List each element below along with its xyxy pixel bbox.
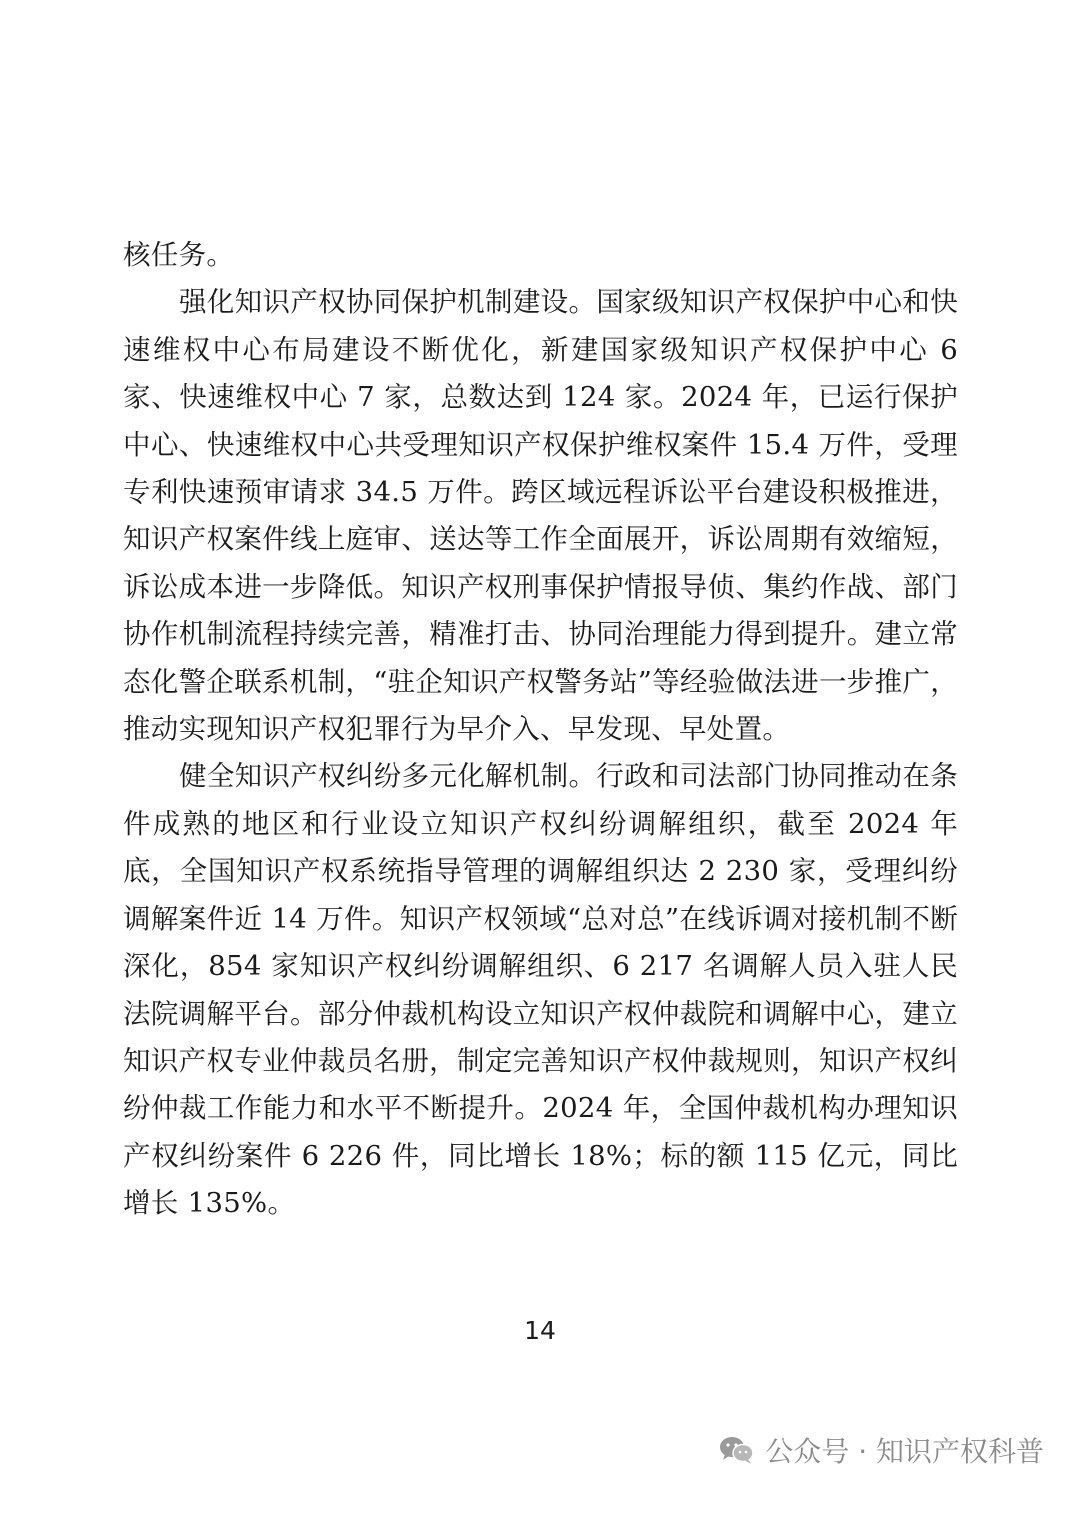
paragraph-dispute-resolution: 健全知识产权纠纷多元化解机制。行政和司法部门协同推动在条件成熟的地区和行业设立知识产权纠纷调解组织，截至 2024 年底，全国知识产权系统指导管理的调解组织达 2 230 家，受理纠纷调解案件近 14 万件。知识产权领域“总对总”在线诉调对接机制不断深化，854 家知识产权纠纷调解组织、6 217 名调解人员入驻人民法院调解平台。部分仲裁机构设立知识产权仲裁院和调解中心，建立知识产权专业仲裁员名册，制定完善知识产权仲裁规则，知识产权纠纷仲裁工作能力和水平不断提升。2024 年，全国仲裁机构办理知识产权纠纷案件 6 226 件，同比增长 18%；标的额 115 亿元，同比增长 135%。 — [123, 760, 958, 1220]
wechat-watermark — [719, 1430, 1044, 1470]
paragraph-collaborative-protection: 强化知识产权协同保护机制建设。国家级知识产权保护中心和快速维权中心布局建设不断优化，新建国家级知识产权保护中心 6 家、快速维权中心 7 家，总数达到 124 家。2024 年，已运行保护中心、快速维权中心共受理知识产权保护维权案件 15.4 万件，受理专利快速预审请求 34.5 万件。跨区域远程诉讼平台建设积极推进，知识产权案件线上庭审、送达等工作全面展开，诉讼周期有效缩短，诉讼成本进一步降低。知识产权刑事保护情报导侦、集约作战、部门协作机制流程持续完善，精准打击、协同治理能力得到提升。建立常态化警企联系机制，“驻企知识产权警务站”等经验做法进一步推广，推动实现知识产权犯罪行为早介入、早发现、早处置。 — [123, 286, 958, 746]
page-number: 14 — [524, 1316, 556, 1345]
wechat-icon — [719, 1435, 755, 1465]
document-body — [123, 232, 958, 1228]
watermark-text: 公众号 · 知识产权科普 — [765, 1435, 1044, 1468]
paragraph-continuation: 核任务。 — [123, 239, 235, 271]
